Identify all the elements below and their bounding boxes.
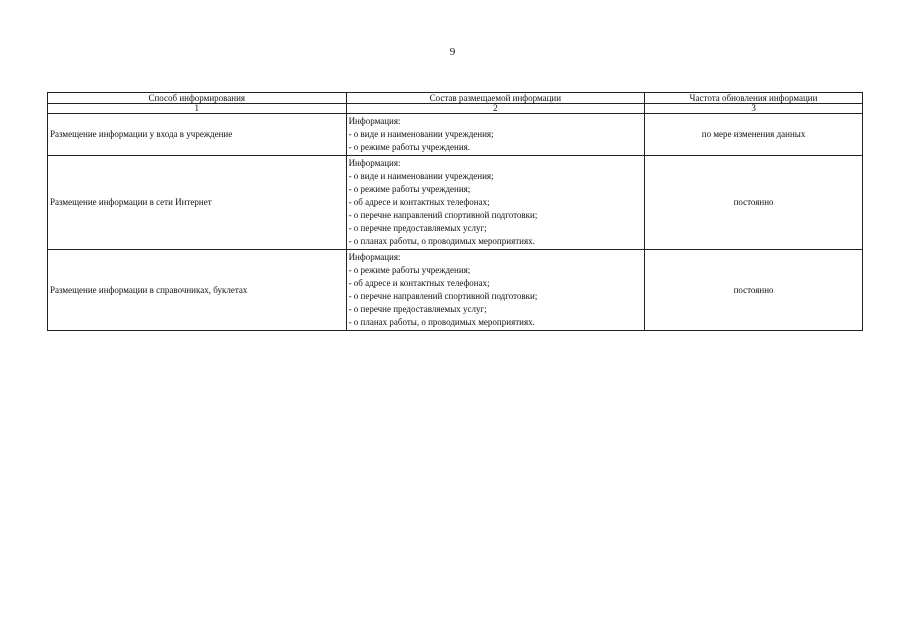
column-number: 3	[645, 104, 863, 114]
content-line: - о перечне направлений спортивной подготовки;	[348, 291, 538, 301]
content-line: - об адресе и контактных телефонах;	[348, 278, 490, 288]
content-line: Информация:	[348, 116, 401, 126]
column-number: 1	[48, 104, 347, 114]
frequency-cell: постоянно	[645, 156, 863, 250]
header-content: Состав размещаемой информации	[346, 93, 645, 104]
content-line: - о планах работы, о проводимых мероприятиях.	[348, 317, 535, 327]
content-cell	[346, 250, 645, 331]
content-line: - о перечне предоставляемых услуг;	[348, 223, 487, 233]
content-line: - о планах работы, о проводимых мероприятиях.	[348, 236, 535, 246]
content-line: Информация:	[348, 252, 401, 262]
method-cell: Размещение информации в справочниках, буклетах	[48, 250, 347, 331]
content-cell	[346, 114, 645, 156]
content-line: - о виде и наименовании учреждения;	[348, 171, 494, 181]
info-table	[47, 92, 863, 331]
header-method: Способ информирования	[48, 93, 347, 104]
content-line: - о перечне направлений спортивной подготовки;	[348, 210, 538, 220]
frequency-cell: постоянно	[645, 250, 863, 331]
content-cell	[346, 156, 645, 250]
column-number-row	[48, 104, 863, 114]
page-number: 9	[449, 46, 456, 58]
content-line: - о режиме работы учреждения;	[348, 265, 471, 275]
table-row	[48, 114, 863, 156]
table-row	[48, 156, 863, 250]
method-cell: Размещение информации в сети Интернет	[48, 156, 347, 250]
frequency-cell: по мере изменения данных	[645, 114, 863, 156]
column-number: 2	[346, 104, 645, 114]
content-line: - о режиме работы учреждения.	[348, 142, 471, 152]
table-row	[48, 250, 863, 331]
header-row	[48, 93, 863, 104]
header-frequency: Частота обновления информации	[645, 93, 863, 104]
method-cell: Размещение информации у входа в учреждение	[48, 114, 347, 156]
content-line: - о перечне предоставляемых услуг;	[348, 304, 487, 314]
content-line: - о режиме работы учреждения;	[348, 184, 471, 194]
content-line: - об адресе и контактных телефонах;	[348, 197, 490, 207]
content-line: - о виде и наименовании учреждения;	[348, 129, 494, 139]
content-line: Информация:	[348, 158, 401, 168]
